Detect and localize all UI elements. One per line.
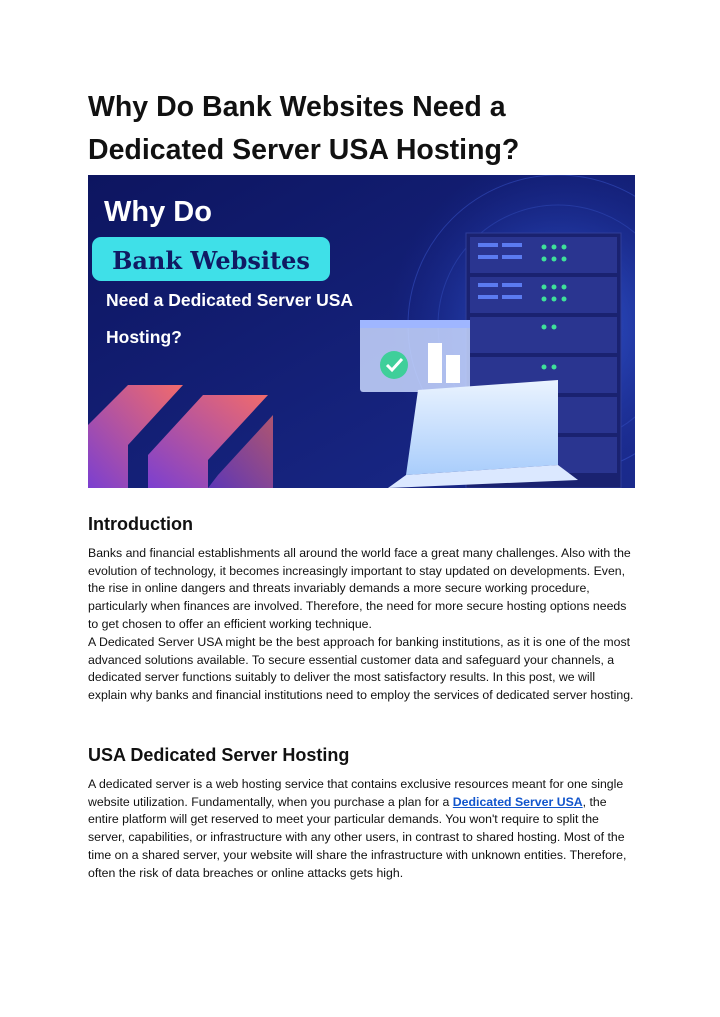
hero-line-3: Need a Dedicated Server USA (106, 290, 354, 310)
dashboard-card-graphic (360, 320, 470, 392)
intro-paragraph-1: Banks and financial establishments all around the world face a great many challenges. Also with the evolution of technology, it becomes increasingly important to stay updated on developments. Even, the rise in online dangers and threats invariably demands a more secure working procedure, particularly when finances are involved. Therefore, the need for more secure hosting options needs to get chosen to offer an efficient working technique. (88, 546, 631, 631)
hero-line-1: Why Do (104, 196, 212, 228)
hero-line-4: Hosting? (106, 327, 182, 347)
hero-banner-image (88, 175, 635, 488)
paragraph-text-before-link: A dedicated server is a web hosting service that contains exclusive resources meant for one single website utilization. Fundamentally, when you purchase a plan for a (88, 777, 624, 809)
page-title: Why Do Bank Websites Need a Dedicated Server USA Hosting? (88, 91, 520, 166)
hero-badge-label: Bank Websites (112, 246, 310, 275)
paragraph-text-after-link: , the entire platform will get reserved to meet your particular demands. You won't require to split the server, capabilities, or infrastructure with any other users, in contrast to shared hosting. Most of the time on a shared server, your website will share the infrastructure with unknown entities. Therefore, often the risk of data breaches or online attacks gets high. (88, 794, 627, 880)
section-heading-usa-dedicated-server-hosting: USA Dedicated Server Hosting (88, 745, 350, 765)
dedicated-server-usa-link[interactable]: Dedicated Server USA (452, 794, 583, 809)
usa-dedicated-server-paragraph (88, 776, 636, 882)
section-heading-introduction: Introduction (88, 514, 193, 534)
intro-paragraph-2: A Dedicated Server USA might be the best approach for banking institutions, as it is one of the most advanced solutions available. To secure essential customer data and safeguard your channels, a dedicated server functions suitably to deliver the most satisfactory results. In this post, we will explain why banks and financial institutions need to employ the services of dedicated server hosting. (88, 635, 634, 703)
